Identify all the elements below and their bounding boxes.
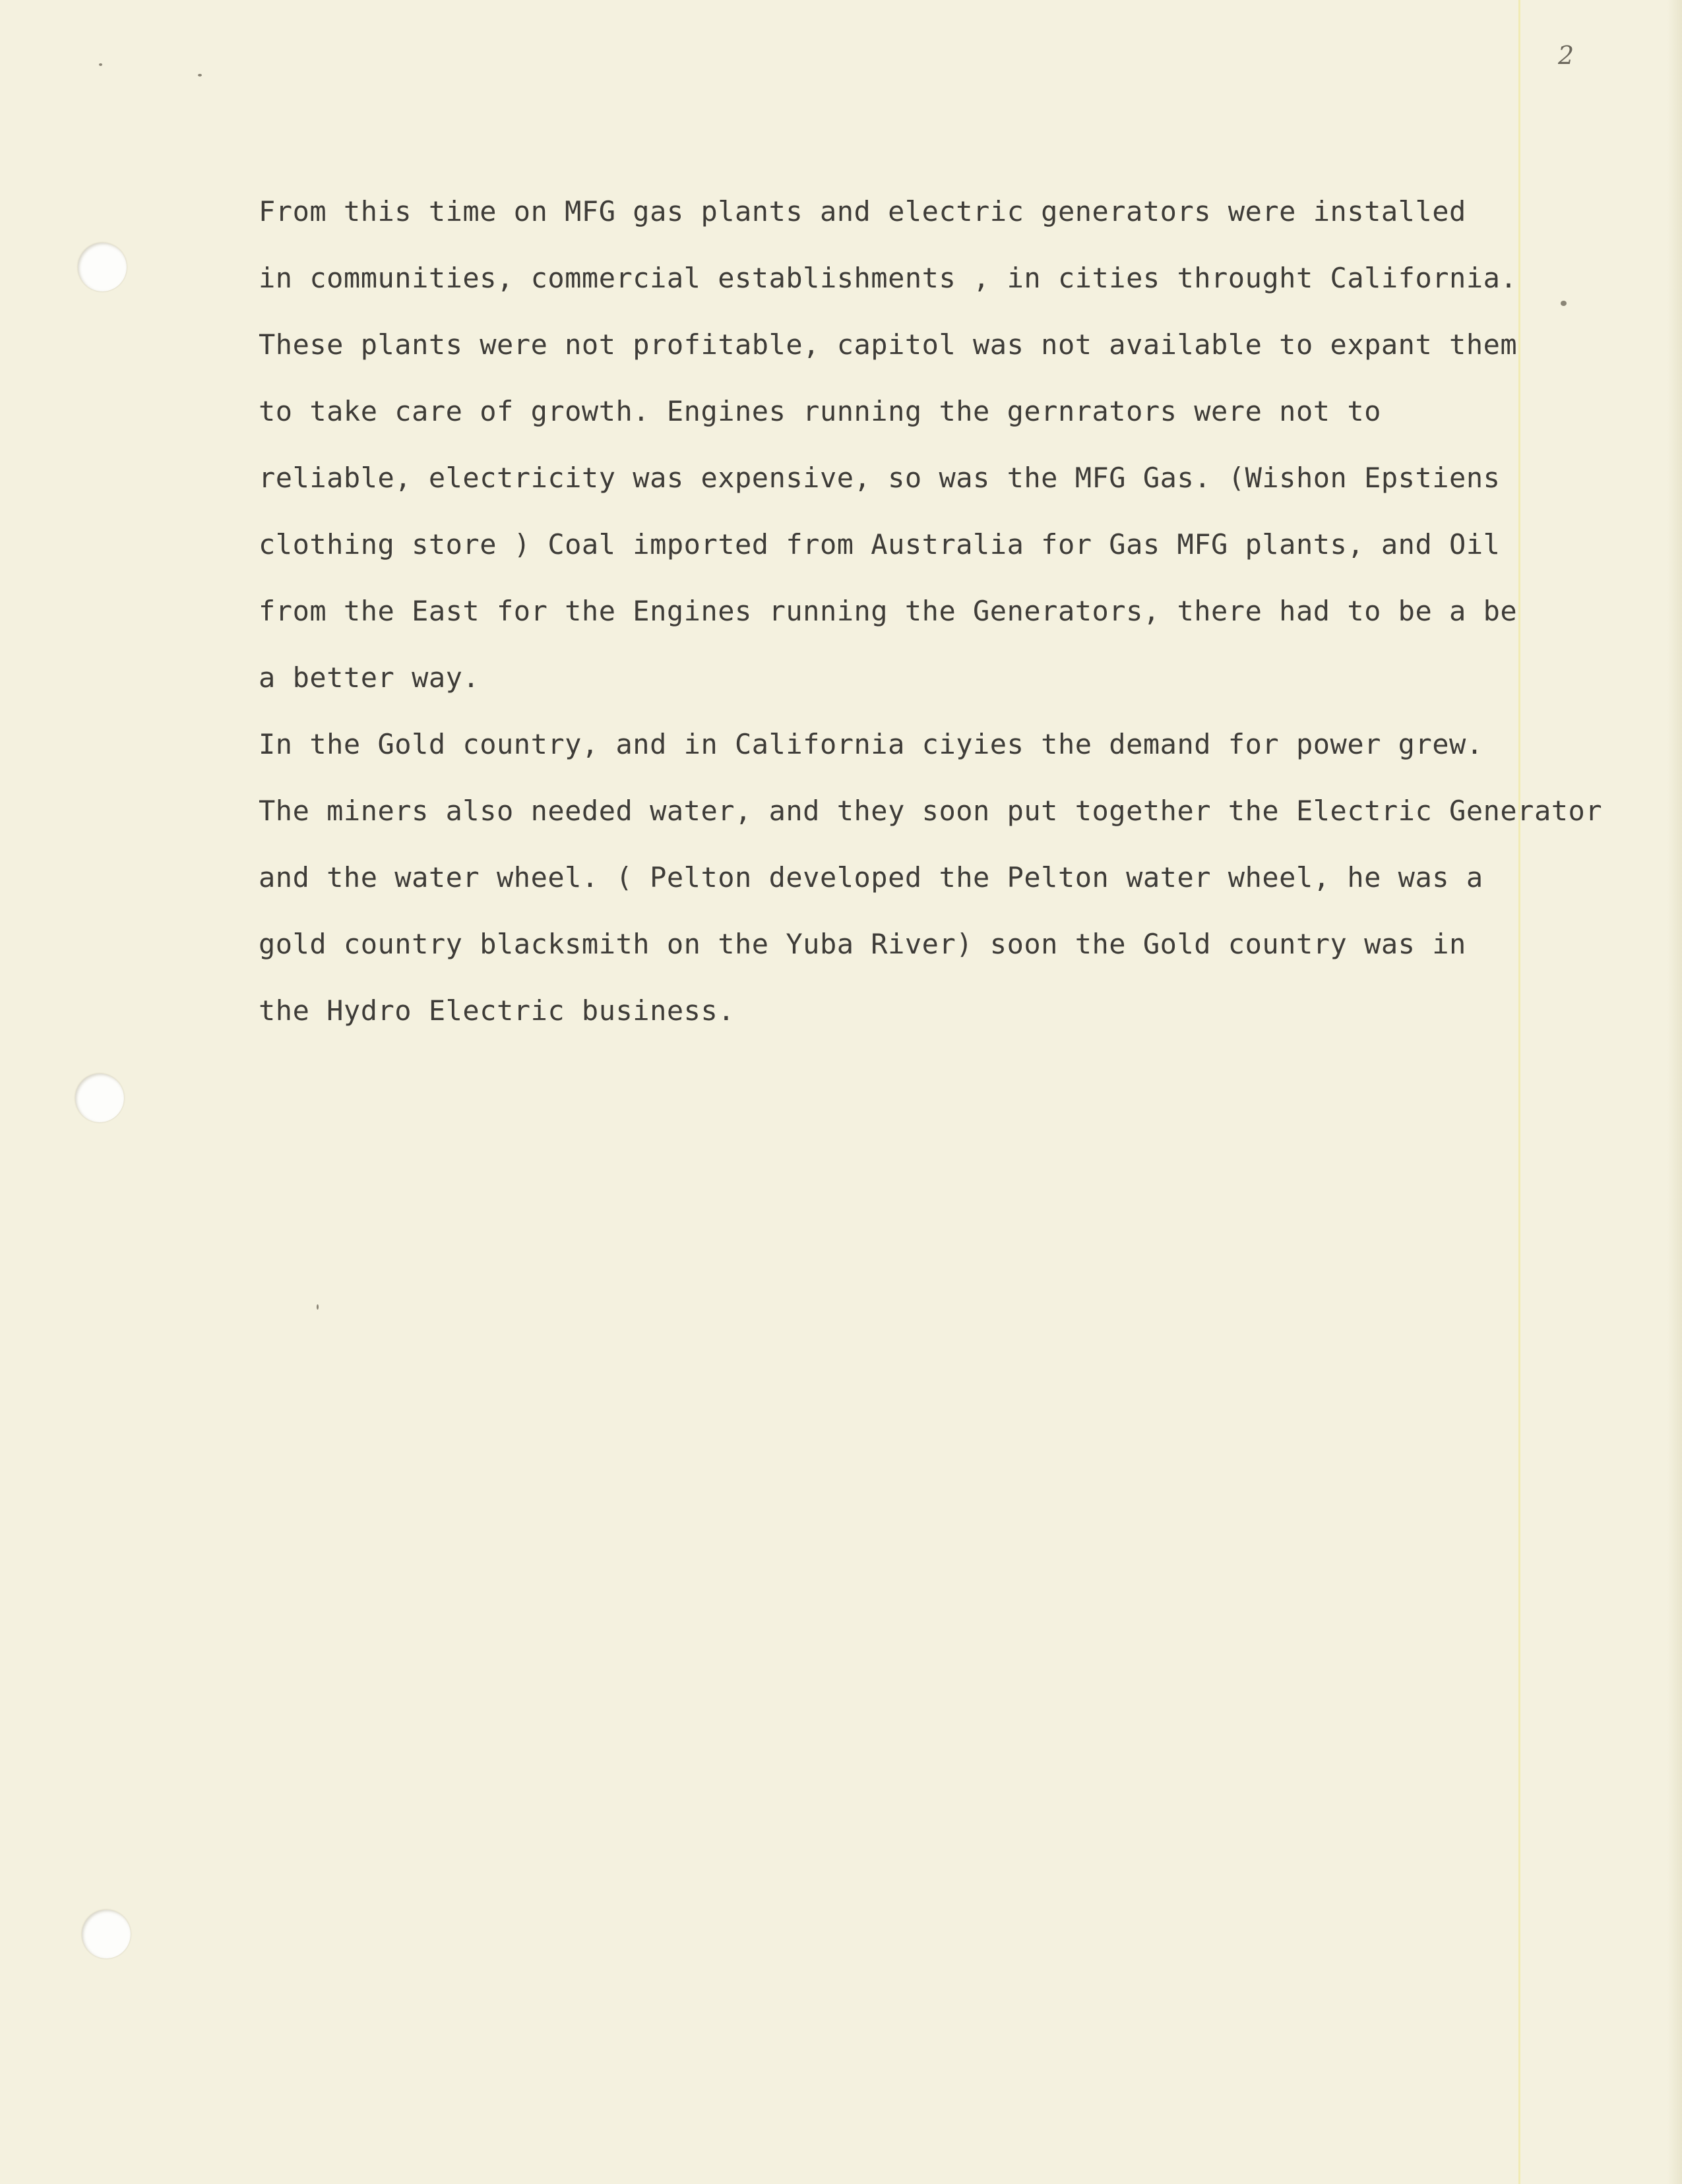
punch-hole-middle <box>75 1074 124 1122</box>
punch-hole-bottom <box>82 1910 131 1958</box>
text-line: in communities, commercial establishments , in cities throught California. <box>259 262 1518 294</box>
paper-speck <box>317 1304 319 1310</box>
paragraph <box>259 178 1565 711</box>
punch-hole-top <box>78 243 127 291</box>
text-line: the Hydro Electric business. <box>259 994 735 1027</box>
text-line: In the Gold country, and in California ciyies the demand for power grew. <box>259 728 1483 760</box>
text-line: and the water wheel. ( Pelton developed the Pelton water wheel, he was a <box>259 861 1483 894</box>
text-line: gold country blacksmith on the Yuba River) soon the Gold country was in <box>259 928 1466 960</box>
typed-body-text <box>259 178 1603 1044</box>
text-line: from the East for the Engines running the Generators, there had to be a be <box>259 595 1518 627</box>
paper-speck <box>99 63 102 66</box>
paper-speck <box>198 74 202 76</box>
paragraph <box>259 711 1603 1044</box>
text-line: The miners also needed water, and they soon put together the Electric Generator <box>259 795 1603 827</box>
text-line: From this time on MFG gas plants and electric generators were installed <box>259 195 1466 228</box>
text-line: clothing store ) Coal imported from Australia for Gas MFG plants, and Oil <box>259 528 1501 561</box>
page-number: 2 <box>1558 41 1574 70</box>
text-line: These plants were not profitable, capitol was not available to expant them <box>259 328 1518 361</box>
page-edge-shadow <box>1667 0 1682 2184</box>
text-line: reliable, electricity was expensive, so was the MFG Gas. (Wishon Epstiens <box>259 462 1501 494</box>
text-line: a better way. <box>259 661 480 694</box>
text-line: to take care of growth. Engines running the gernrators were not to <box>259 395 1381 427</box>
